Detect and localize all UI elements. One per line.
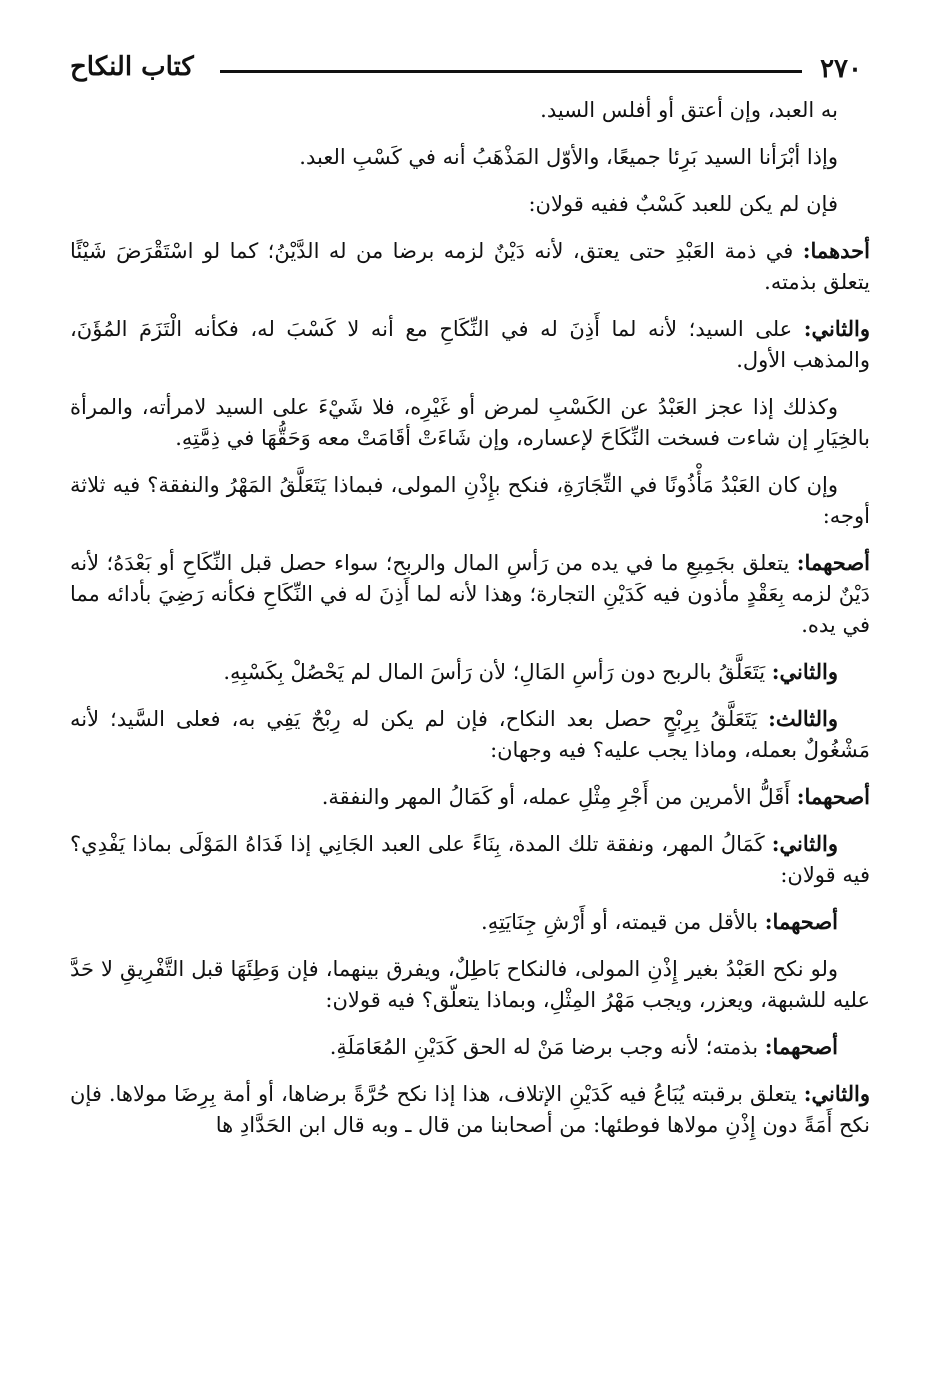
paragraph bbox=[70, 235, 870, 298]
paragraph bbox=[70, 391, 870, 454]
paragraph bbox=[70, 1031, 870, 1063]
paragraph bbox=[70, 547, 870, 641]
book-title: كتاب النكاح bbox=[70, 52, 194, 82]
header-rule bbox=[220, 70, 802, 73]
paragraph-text: يتعلق برقبته يُبَاعُ فيه كَدَيْنِ الإتلاف، هذا إذا نكح حُرَّةً برضاها، أو أمة بِرِضَا مولاها. فإن نكح أَمَةً دون إِذْنِ مولاها فوطئها: من أصحابنا من قال ـ وبه قال ابن الحَدَّادِ ها bbox=[70, 1082, 870, 1137]
paragraph bbox=[70, 469, 870, 532]
paragraph-label: أصحهما: bbox=[796, 784, 870, 809]
paragraph bbox=[70, 953, 870, 1016]
paragraph-text: بالأقل من قيمته، أو أَرْشِ جِنَايَتِهِ. bbox=[481, 910, 765, 934]
page-header bbox=[70, 50, 862, 90]
paragraph-text: يتعلق بجَمِيعِ ما في يده من رَأسِ المال والربح؛ سواء حصل قبل النِّكَاحِ أو بَعْدَهُ؛ لأنه دَيْنٌ لزمه بِعَقْدٍ مأذون فيه كَدَيْنِ التجارة؛ وهذا لأنه لما أَذِنَ له في النِّكَاحِ فكأنه رَضِيَ بأدائه مما في يده. bbox=[70, 551, 870, 637]
paragraph-text: كَمَالُ المهر، ونفقة تلك المدة، بِنَاءً على العبد الجَانِي إذا فَدَاهُ المَوْلَى بماذا يَفْدِي؟ فيه قولان: bbox=[70, 832, 870, 887]
paragraph-text: بذمته؛ لأنه وجب برضا مَنْ له الحق كَدَيْنِ المُعَامَلَةِ. bbox=[329, 1035, 765, 1059]
paragraph-text: يَتَعَلَّقُ بِرِبْحٍ حصل بعد النكاح، فإن لم يكن له رِبْحٌ يَفِي به، فعلى السَّيد؛ لأنه مَشْغُولٌ بعمله، وماذا يجب عليه؟ فيه وجهان: bbox=[70, 707, 870, 762]
paragraph-label: والثاني: bbox=[771, 831, 838, 856]
page-body bbox=[70, 94, 870, 1156]
paragraph-text: وكذلك إذا عجز العَبْدُ عن الكَسْبِ لمرض أو غَيْرِه، فلا شَيْءَ على السيد لامرأته، والمرأة بالخِيَارِ إن شاءت فسخت النِّكَاحَ لإعساره، وإن شَاءَتْ أقَامَتْ معه وَحَقُّهَا في ذِمَّتِهِ. bbox=[70, 395, 870, 450]
paragraph-label: والثاني: bbox=[803, 1081, 870, 1106]
paragraph-text: أَقَلُّ الأمرين من أَجْرِ مِثْلِ عمله، أو كَمَالُ المهر والنفقة. bbox=[321, 785, 797, 809]
paragraph-text: على السيد؛ لأنه لما أَذِنَ له في النِّكَاحِ مع أنه لا كَسْبَ له، فكأنه الْتَزَمَ المُؤَنَ، والمذهب الأول. bbox=[70, 317, 870, 372]
paragraph-text: في ذمة العَبْدِ حتى يعتق، لأنه دَيْنٌ لزمه برضا من له الدَّيْنُ؛ كما لو اسْتَقْرَضَ شَيْئًا يتعلق بذمته. bbox=[70, 239, 870, 294]
paragraph bbox=[70, 906, 870, 938]
paragraph-label: والثالث: bbox=[768, 706, 838, 731]
paragraph bbox=[70, 1078, 870, 1141]
paragraph bbox=[70, 828, 870, 891]
paragraph bbox=[70, 656, 870, 688]
paragraph-text: وإن كان العَبْدُ مَأْذُونًا في التِّجَارَةِ، فنكح بإِذْنِ المولى، فبماذا يَتَعَلَّقُ المَهْرُ والنفقة؟ فيه ثلاثة أوجه: bbox=[70, 473, 870, 528]
paragraph bbox=[70, 703, 870, 766]
paragraph-label: أصحهما: bbox=[764, 1034, 838, 1059]
paragraph-text: وإذا أبْرَأنا السيد بَرِئا جميعًا، والأوّل المَذْهَبُ أنه في كَسْبِ العبد. bbox=[299, 145, 838, 169]
paragraph-label: والثاني: bbox=[771, 659, 838, 684]
paragraph-label: أحدهما: bbox=[802, 238, 870, 263]
paragraph-label: أصحهما: bbox=[764, 909, 838, 934]
paragraph-label: والثاني: bbox=[803, 316, 870, 341]
paragraph bbox=[70, 94, 870, 126]
page-number: ٢٧٠ bbox=[820, 54, 862, 84]
paragraph-text: ولو نكح العَبْدُ بغير إِذْنِ المولى، فالنكاح بَاطِلٌ، ويفرق بينهما، فإن وَطِئَهَا قبل التَّفْرِيقِ لا حَدَّ عليه للشبهة، ويعزر، ويجب مَهْرُ المِثْلِ، وبماذا يتعلّق؟ فيه قولان: bbox=[70, 957, 870, 1012]
paragraph-text: يَتَعَلَّقُ بالربح دون رَأسِ المَالِ؛ لأن رَأسَ المال لم يَحْصُلْ بِكَسْبِهِ. bbox=[223, 660, 772, 684]
paragraph bbox=[70, 781, 870, 813]
paragraph bbox=[70, 141, 870, 173]
paragraph-text: به العبد، وإن أعتق أو أفلس السيد. bbox=[540, 98, 838, 122]
paragraph bbox=[70, 188, 870, 220]
paragraph bbox=[70, 313, 870, 376]
paragraph-text: فإن لم يكن للعبد كَسْبٌ ففيه قولان: bbox=[528, 192, 838, 216]
paragraph-label: أصحهما: bbox=[796, 550, 870, 575]
